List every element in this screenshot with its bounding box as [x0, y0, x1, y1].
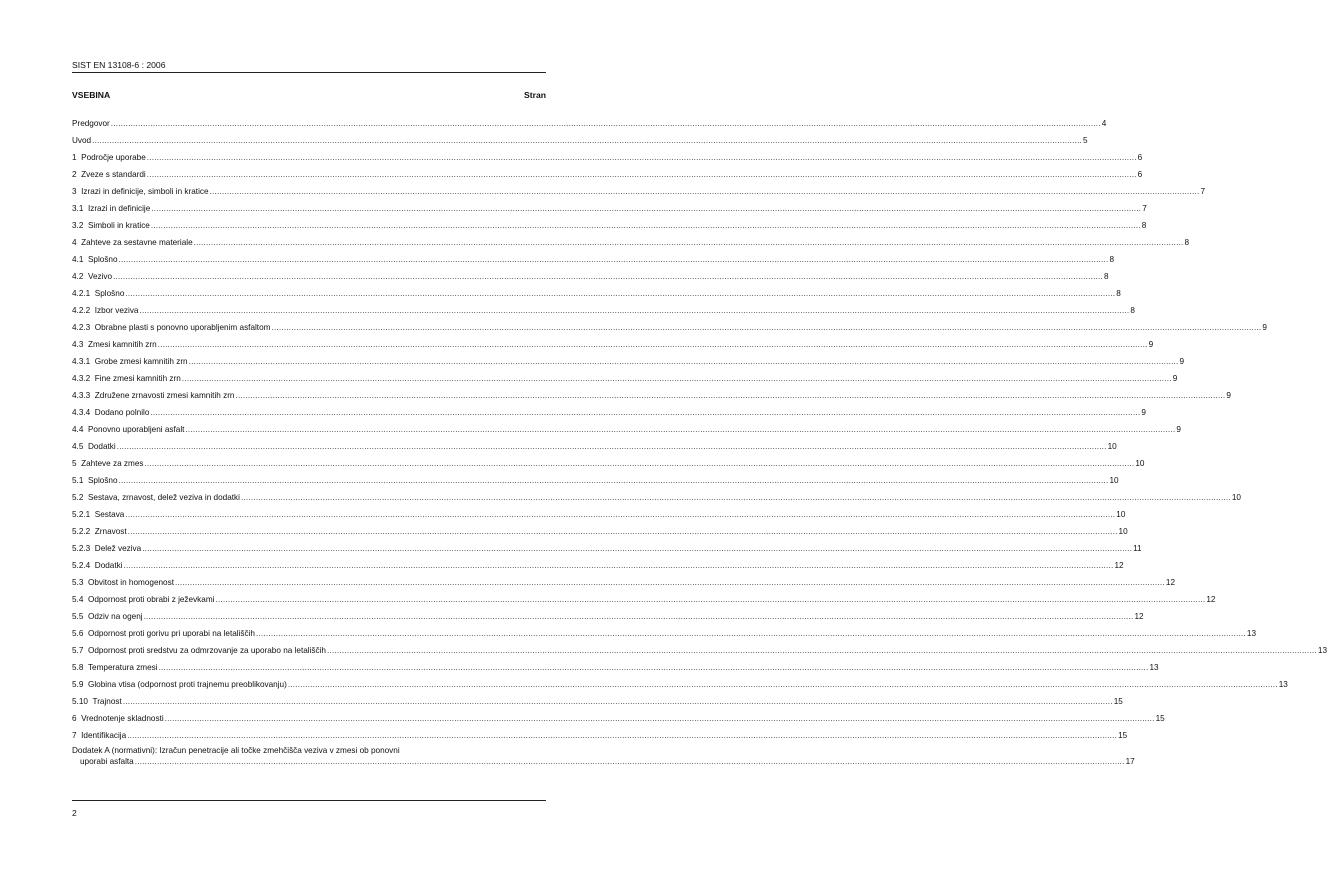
- toc-entry[interactable]: [72, 112, 1107, 129]
- toc-entry-number: 5.4: [72, 595, 84, 604]
- toc-entry-page: 8: [1184, 238, 1190, 247]
- toc-entry-title: Zveze s standardi: [81, 170, 146, 179]
- toc-entry[interactable]: [72, 605, 1144, 622]
- toc-entry-page: 9: [1176, 425, 1181, 434]
- toc-entry-page: 9: [1226, 391, 1231, 400]
- toc-entry-title: Splošno: [87, 255, 118, 264]
- toc-entry-number: 4: [72, 238, 77, 247]
- toc-entry[interactable]: [72, 469, 1119, 486]
- toc-entry-title: Odpornost proti gorivu pri uporabi na letališčih: [87, 629, 255, 638]
- toc-entry-title: Trajnost: [92, 697, 122, 706]
- toc-leader-dots: ................................................................................................................................................................................................................................................................................................................................................................................................................: [146, 170, 1137, 179]
- toc-leader-dots: ................................................................................................................................................................................................................................................................................................................................................................................................................: [122, 697, 1113, 706]
- toc-entry[interactable]: [72, 214, 1147, 231]
- toc-entry-page: 9: [1262, 323, 1267, 332]
- toc-entry[interactable]: [72, 350, 1185, 367]
- toc-entry-number: 4.2.2: [72, 306, 91, 315]
- toc-entry-title: Zahteve za sestavne materiale: [81, 238, 193, 247]
- toc-entry-number: 4.3.2: [72, 374, 91, 383]
- toc-entry[interactable]: [72, 146, 1143, 163]
- toc-entry-title: Izrazi in definicije: [87, 204, 151, 213]
- toc-entry-title: Dodano polnilo: [94, 408, 150, 417]
- toc-entry-page: 15: [1113, 697, 1123, 706]
- document-header: [72, 60, 546, 70]
- toc-entry-page: 15: [1155, 714, 1165, 723]
- toc-leader-dots: ................................................................................................................................................................................................................................................................................................................................................................................................................: [151, 204, 1142, 213]
- toc-entry-number: 5.2.1: [72, 510, 91, 519]
- toc-entry-page: 6: [1137, 153, 1143, 162]
- toc-entry-title: Temperatura zmesi: [87, 663, 158, 672]
- toc-entry-number: 5.9: [72, 680, 84, 689]
- toc-leader-dots: ................................................................................................................................................................................................................................................................................................................................................................................................................: [113, 272, 1103, 281]
- toc-entry-page: 10: [1107, 442, 1117, 451]
- toc-entry[interactable]: [72, 418, 1181, 435]
- toc-entry[interactable]: [72, 129, 1088, 146]
- toc-entry-number: 5.2.4: [72, 561, 91, 570]
- toc-entry-number: 3: [72, 187, 77, 196]
- toc-heading: VSEBINA: [72, 90, 111, 100]
- page-footer: [72, 808, 77, 818]
- toc-entry[interactable]: [72, 231, 1190, 248]
- toc-entry-page: 7: [1142, 204, 1147, 213]
- toc-leader-dots: ................................................................................................................................................................................................................................................................................................................................................................................................................: [181, 374, 1172, 383]
- toc-entry-page: 12: [1165, 578, 1175, 587]
- footer-divider: [72, 800, 546, 801]
- toc-entry-number: 5.2.2: [72, 527, 91, 536]
- toc-leader-dots: ................................................................................................................................................................................................................................................................................................................................................................................................................: [287, 680, 1278, 689]
- toc-leader-dots: ................................................................................................................................................................................................................................................................................................................................................................................................................: [134, 757, 1125, 766]
- toc-leader-dots: ................................................................................................................................................................................................................................................................................................................................................................................................................: [326, 646, 1317, 655]
- toc-entry[interactable]: [72, 486, 1241, 503]
- header-divider: [72, 72, 546, 73]
- toc-entry[interactable]: [72, 724, 1128, 741]
- toc-entry-title: Dodatki: [87, 442, 116, 451]
- toc-entry-number: 4.2.3: [72, 323, 91, 332]
- toc-leader-dots: ................................................................................................................................................................................................................................................................................................................................................................................................................: [92, 136, 1083, 145]
- toc-entry-title: Izbor veziva: [94, 306, 139, 315]
- toc-leader-dots: ................................................................................................................................................................................................................................................................................................................................................................................................................: [127, 527, 1118, 536]
- toc-entry-title: Izrazi in definicije, simboli in kratice: [81, 187, 209, 196]
- toc-entry-page: 8: [1109, 255, 1115, 264]
- toc-entry-number: 5.10: [72, 697, 88, 706]
- toc-entry-number: 5.3: [72, 578, 84, 587]
- toc-entry-page: 9: [1172, 374, 1178, 383]
- toc-entry-title: Globina vtisa (odpornost proti trajnemu preoblikovanju): [87, 680, 287, 689]
- toc-entry-page: 12: [1206, 595, 1216, 604]
- toc-entry-number: 4.2.1: [72, 289, 91, 298]
- toc-entry-page: 7: [1200, 187, 1205, 196]
- toc-leader-dots: ................................................................................................................................................................................................................................................................................................................................................................................................................: [193, 238, 1184, 247]
- toc-entry[interactable]: [72, 197, 1147, 214]
- toc-entry-page: 8: [1130, 306, 1135, 315]
- toc-entry[interactable]: [72, 163, 1143, 180]
- toc-entry-title: Splošno: [94, 289, 125, 298]
- toc-leader-dots: ................................................................................................................................................................................................................................................................................................................................................................................................................: [188, 357, 1179, 366]
- toc-entry-number: 5.8: [72, 663, 84, 672]
- toc-entry-number: 3.2: [72, 221, 84, 230]
- toc-annex-entry[interactable]: [72, 741, 1135, 768]
- toc-leader-dots: ................................................................................................................................................................................................................................................................................................................................................................................................................: [110, 119, 1101, 128]
- toc-leader-dots: ................................................................................................................................................................................................................................................................................................................................................................................................................: [125, 289, 1116, 298]
- table-of-contents: [72, 112, 1327, 768]
- toc-leader-dots: ................................................................................................................................................................................................................................................................................................................................................................................................................: [125, 510, 1116, 519]
- toc-entry-title: Vrednotenje skladnosti: [81, 714, 164, 723]
- toc-entry-number: 5.6: [72, 629, 84, 638]
- page-number: 2: [72, 808, 77, 818]
- toc-annex-title-line1: Dodatek A (normativni): Izračun penetracije ali točke zmehčišča veziva v zmesi ob ponovni: [72, 746, 400, 755]
- toc-entry-title: Vezivo: [87, 272, 113, 281]
- toc-entry-number: 5: [72, 459, 77, 468]
- toc-entry[interactable]: [72, 435, 1117, 452]
- toc-entry-number: 1: [72, 153, 77, 162]
- toc-entry[interactable]: [72, 622, 1256, 639]
- toc-entry-title: Fine zmesi kamnitih zrn: [94, 374, 181, 383]
- toc-leader-dots: ................................................................................................................................................................................................................................................................................................................................................................................................................: [235, 391, 1226, 400]
- toc-entry-page: 4: [1101, 119, 1107, 128]
- toc-entry[interactable]: [72, 265, 1109, 282]
- toc-entry-page: 9: [1179, 357, 1185, 366]
- toc-entry-number: 4.5: [72, 442, 84, 451]
- toc-entry[interactable]: [72, 180, 1205, 197]
- toc-entry[interactable]: [72, 282, 1121, 299]
- toc-leader-dots: ................................................................................................................................................................................................................................................................................................................................................................................................................: [127, 731, 1118, 740]
- toc-entry-number: 4.3: [72, 340, 84, 349]
- toc-leader-dots: ................................................................................................................................................................................................................................................................................................................................................................................................................: [139, 306, 1130, 315]
- toc-entry-number: 7: [72, 731, 77, 740]
- toc-entry-number: 6: [72, 714, 77, 723]
- toc-entry-number: 4.3.3: [72, 391, 91, 400]
- toc-entry-number: 5.5: [72, 612, 84, 621]
- toc-entry-page: 15: [1118, 731, 1128, 740]
- toc-entry-title: Zrnavost: [94, 527, 127, 536]
- toc-leader-dots: ................................................................................................................................................................................................................................................................................................................................................................................................................: [144, 459, 1135, 468]
- toc-leader-dots: ................................................................................................................................................................................................................................................................................................................................................................................................................: [215, 595, 1206, 604]
- toc-entry-number: 3.1: [72, 204, 84, 213]
- toc-entry[interactable]: [72, 299, 1135, 316]
- toc-entry-title: Združene zrnavosti zmesi kamnitih zrn: [94, 391, 235, 400]
- toc-entry-number: 4.4: [72, 425, 84, 434]
- toc-entry[interactable]: [72, 707, 1165, 724]
- toc-leader-dots: ................................................................................................................................................................................................................................................................................................................................................................................................................: [174, 578, 1165, 587]
- toc-heading-row: [72, 90, 546, 100]
- toc-entry-number: 2: [72, 170, 77, 179]
- toc-entry-title: Simboli in kratice: [87, 221, 150, 230]
- toc-entry-number: 5.7: [72, 646, 84, 655]
- toc-leader-dots: ................................................................................................................................................................................................................................................................................................................................................................................................................: [209, 187, 1200, 196]
- toc-entry-page: 12: [1114, 561, 1124, 570]
- toc-annex-title-line2: uporabi asfalta: [80, 757, 134, 766]
- toc-entry[interactable]: [72, 367, 1178, 384]
- toc-leader-dots: ................................................................................................................................................................................................................................................................................................................................................................................................................: [240, 493, 1231, 502]
- toc-entry[interactable]: [72, 401, 1146, 418]
- toc-entry-page: 10: [1118, 527, 1128, 536]
- toc-entry-page: 9: [1148, 340, 1154, 349]
- toc-entry-title: Odziv na ogenj: [87, 612, 143, 621]
- toc-entry-title: Odpornost proti obrabi z ježevkami: [87, 595, 215, 604]
- toc-entry-title: Splošno: [87, 476, 118, 485]
- toc-leader-dots: ................................................................................................................................................................................................................................................................................................................................................................................................................: [158, 663, 1149, 672]
- toc-entry[interactable]: [72, 673, 1288, 690]
- toc-entry-page: 13: [1278, 680, 1288, 689]
- toc-leader-dots: ................................................................................................................................................................................................................................................................................................................................................................................................................: [142, 544, 1133, 553]
- toc-entry-title: Sestava, zrnavost, delež veziva in dodatki: [87, 493, 240, 502]
- toc-entry[interactable]: [72, 333, 1154, 350]
- toc-entry-title: Področje uporabe: [81, 153, 146, 162]
- toc-entry-page: 11: [1133, 544, 1142, 553]
- toc-entry-page: 10: [1116, 510, 1126, 519]
- toc-entry-number: 5.1: [72, 476, 84, 485]
- toc-entry[interactable]: [72, 316, 1267, 333]
- toc-entry-number: 4.1: [72, 255, 84, 264]
- toc-entry[interactable]: [72, 537, 1142, 554]
- toc-entry[interactable]: [72, 503, 1126, 520]
- toc-leader-dots: ................................................................................................................................................................................................................................................................................................................................................................................................................: [164, 714, 1155, 723]
- toc-leader-dots: ................................................................................................................................................................................................................................................................................................................................................................................................................: [146, 153, 1137, 162]
- toc-entry-page: 10: [1109, 476, 1119, 485]
- toc-entry[interactable]: [72, 639, 1327, 656]
- toc-entry[interactable]: [72, 384, 1231, 401]
- toc-entry[interactable]: [72, 690, 1123, 707]
- toc-entry-number: 5.2.3: [72, 544, 91, 553]
- toc-entry-title: Ponovno uporabljeni asfalt: [87, 425, 185, 434]
- toc-entry-title: Dodatki: [94, 561, 123, 570]
- toc-leader-dots: ................................................................................................................................................................................................................................................................................................................................................................................................................: [123, 561, 1114, 570]
- toc-entry[interactable]: [72, 452, 1145, 469]
- toc-entry-page: 9: [1141, 408, 1146, 417]
- toc-leader-dots: ................................................................................................................................................................................................................................................................................................................................................................................................................: [118, 255, 1109, 264]
- toc-entry-title: Zmesi kamnitih zrn: [87, 340, 157, 349]
- toc-leader-dots: ................................................................................................................................................................................................................................................................................................................................................................................................................: [185, 425, 1176, 434]
- toc-entry-page: 10: [1231, 493, 1241, 502]
- toc-entry-page: 13: [1317, 646, 1327, 655]
- toc-entry-title: Identifikacija: [81, 731, 127, 740]
- toc-entry-page: 8: [1141, 221, 1147, 230]
- document-id: SIST EN 13108-6 : 2006: [72, 60, 166, 70]
- toc-entry-page: 13: [1246, 629, 1256, 638]
- toc-leader-dots: ................................................................................................................................................................................................................................................................................................................................................................................................................: [157, 340, 1148, 349]
- toc-annex-page: 17: [1125, 757, 1135, 766]
- toc-entry-title: Odpornost proti sredstvu za odmrzovanje za uporabo na letališčih: [87, 646, 326, 655]
- toc-leader-dots: ................................................................................................................................................................................................................................................................................................................................................................................................................: [118, 476, 1109, 485]
- toc-entry-title: Obrabne plasti s ponovno uporabljenim asfaltom: [94, 323, 271, 332]
- toc-entry-page: 13: [1149, 663, 1159, 672]
- toc-leader-dots: ................................................................................................................................................................................................................................................................................................................................................................................................................: [116, 442, 1107, 451]
- toc-entry-title: Sestava: [94, 510, 125, 519]
- toc-leader-dots: ................................................................................................................................................................................................................................................................................................................................................................................................................: [271, 323, 1262, 332]
- toc-entry-title: Predgovor: [72, 119, 110, 128]
- toc-entry-number: 4.3.1: [72, 357, 91, 366]
- toc-leader-dots: ................................................................................................................................................................................................................................................................................................................................................................................................................: [255, 629, 1246, 638]
- toc-leader-dots: ................................................................................................................................................................................................................................................................................................................................................................................................................: [150, 408, 1141, 417]
- toc-entry[interactable]: [72, 520, 1128, 537]
- toc-entry[interactable]: [72, 588, 1216, 605]
- toc-page-column-label: Stran: [524, 90, 546, 100]
- toc-entry[interactable]: [72, 656, 1159, 673]
- toc-entry[interactable]: [72, 554, 1124, 571]
- toc-leader-dots: ................................................................................................................................................................................................................................................................................................................................................................................................................: [150, 221, 1141, 230]
- toc-entry[interactable]: [72, 571, 1175, 588]
- toc-entry-title: Obvitost in homogenost: [87, 578, 174, 587]
- toc-entry-page: 8: [1116, 289, 1121, 298]
- toc-entry-page: 6: [1137, 170, 1143, 179]
- toc-entry-title: Grobe zmesi kamnitih zrn: [94, 357, 188, 366]
- toc-entry-number: 5.2: [72, 493, 84, 502]
- toc-entry-page: 12: [1134, 612, 1144, 621]
- toc-entry-title: Delež veziva: [94, 544, 142, 553]
- toc-entry-title: Uvod: [72, 136, 92, 145]
- toc-leader-dots: ................................................................................................................................................................................................................................................................................................................................................................................................................: [143, 612, 1134, 621]
- toc-entry-page: 5: [1083, 136, 1088, 145]
- toc-entry-number: 4.2: [72, 272, 84, 281]
- toc-entry[interactable]: [72, 248, 1115, 265]
- toc-entry-number: 4.3.4: [72, 408, 91, 417]
- toc-entry-page: 8: [1103, 272, 1109, 281]
- toc-entry-title: Zahteve za zmes: [81, 459, 144, 468]
- toc-entry-page: 10: [1135, 459, 1145, 468]
